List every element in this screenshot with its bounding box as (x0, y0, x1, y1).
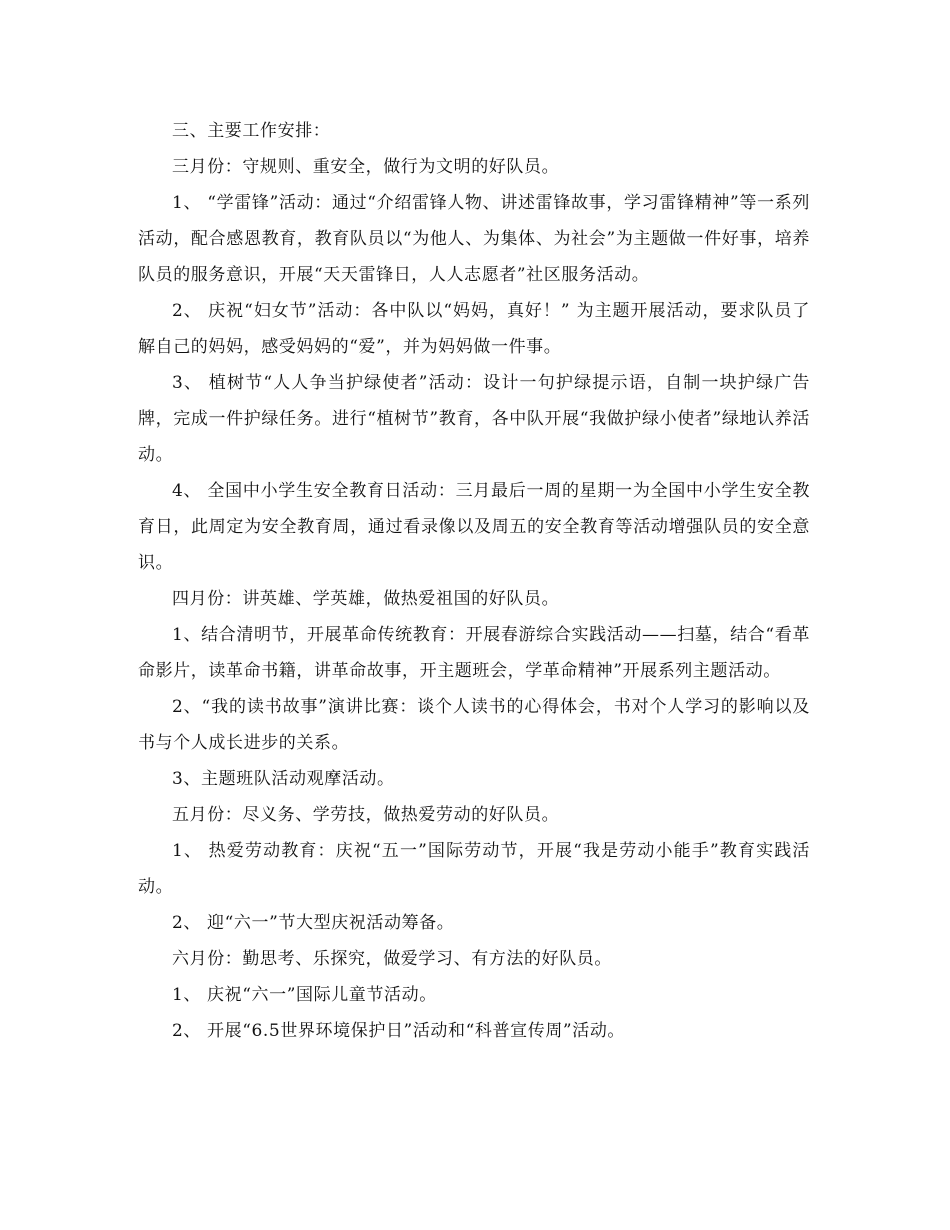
month-heading-march: 三月份：守规则、重安全，做行为文明的好队员。 (172, 157, 560, 177)
march-item-2: 2、 庆祝“妇女节”活动：各中队以“妈妈，真好！” 为主题开展活动，要求队员了解自己的妈妈，感受妈妈的“爱”，并为妈妈做一件事。 (138, 301, 810, 357)
april-item-2: 2、“我的读书故事”演讲比赛：谈个人读书的心得体会，书对个人学习的影响以及书与个人成长进步的关系。 (138, 697, 810, 753)
march-item-3: 3、 植树节“人人争当护绿使者”活动：设计一句护绿提示语，自制一块护绿广告牌，完成一件护绿任务。进行“植树节”教育，各中队开展“我做护绿小使者”绿地认养活动。 (138, 373, 810, 465)
month-heading-june: 六月份：勤思考、乐探究，做爱学习、有方法的好队员。 (172, 949, 612, 969)
april-item-1: 1、结合清明节，开展革命传统教育：开展春游综合实践活动——扫墓，结合“看革命影片，读革命书籍，讲革命故事，开主题班会，学革命精神”开展系列主题活动。 (138, 625, 810, 681)
june-item-1: 1、 庆祝“六一”国际儿童节活动。 (172, 985, 437, 1005)
month-heading-may: 五月份：尽义务、学劳技，做热爱劳动的好队员。 (172, 805, 560, 825)
month-heading-april: 四月份：讲英雄、学英雄，做热爱祖国的好队员。 (172, 589, 560, 609)
march-item-1: 1、 “学雷锋”活动：通过“介绍雷锋人物、讲述雷锋故事，学习雷锋精神”等一系列活动，配合感恩教育，教育队员以“为他人、为集体、为社会”为主题做一件好事，培养队员的服务意识，开展“天天雷锋日，人人志愿者”社区服务活动。 (138, 193, 810, 285)
document-body (138, 113, 810, 1049)
april-item-3: 3、主题班队活动观摩活动。 (172, 769, 395, 789)
may-item-1: 1、 热爱劳动教育：庆祝“五一”国际劳动节，开展“我是劳动小能手”教育实践活动。 (138, 841, 810, 897)
march-item-4: 4、 全国中小学生安全教育日活动：三月最后一周的星期一为全国中小学生安全教育日，此周定为安全教育周，通过看录像以及周五的安全教育等活动增强队员的安全意识。 (138, 481, 810, 573)
section-heading: 三、主要工作安排： (172, 121, 331, 141)
may-item-2: 2、 迎“六一”节大型庆祝活动筹备。 (172, 913, 455, 933)
june-item-2: 2、 开展“6.5世界环境保护日”活动和“科普宣传周”活动。 (172, 1021, 626, 1041)
